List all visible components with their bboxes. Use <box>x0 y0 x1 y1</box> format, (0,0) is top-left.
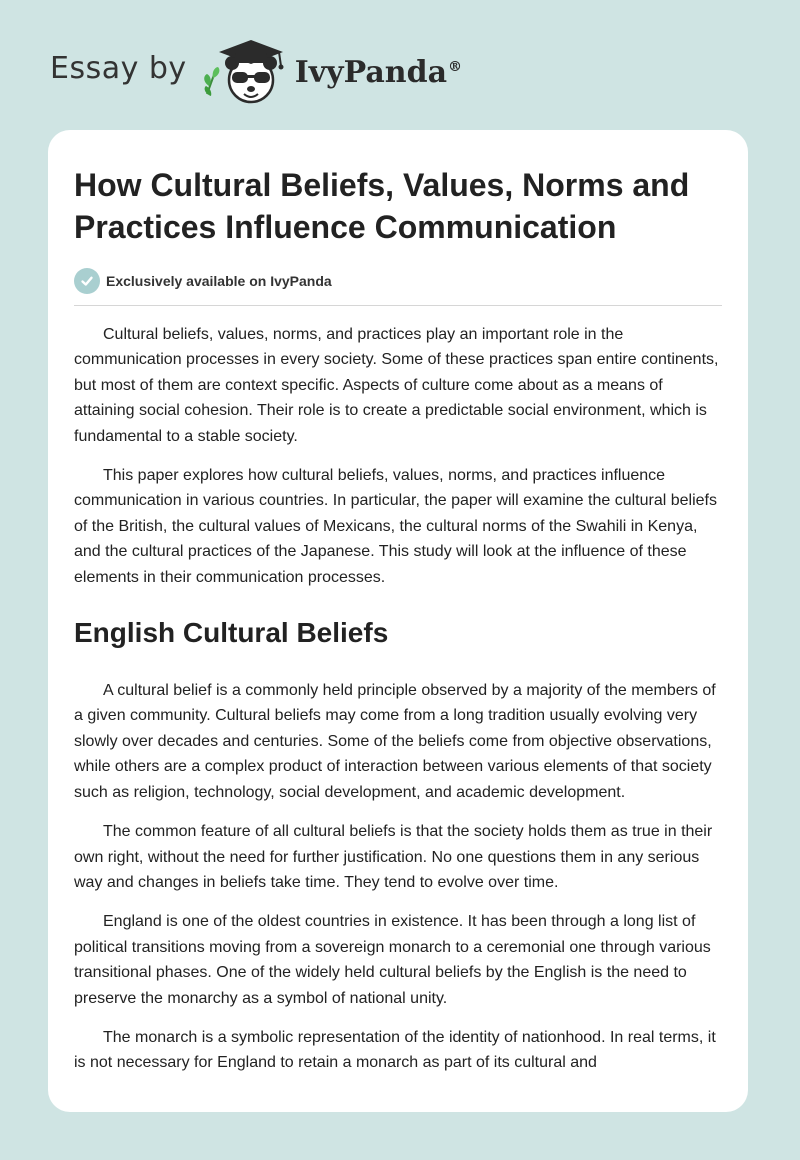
ivypanda-logo-icon <box>201 36 295 106</box>
essay-by-label: Essay by <box>50 50 187 86</box>
paragraph: Cultural beliefs, values, norms, and practices play an important role in the communication processes in every society. Some of these practices span entire continents, but most of them are context specific. Aspects of culture come about as a means of attaining social cohesion. Their role is to create a predictable social environment, which is fundamental to a stable society. <box>74 326 719 445</box>
paragraph: The monarch is a symbolic representation of the identity of nationhood. In real terms, it is not necessary for England to retain a monarch as part of its cultural and <box>74 1028 716 1072</box>
essay-title: How Cultural Beliefs, Values, Norms and Practices Influence Communication <box>74 167 690 245</box>
section-heading: English Cultural Beliefs <box>74 617 389 649</box>
check-icon <box>74 268 100 294</box>
divider <box>74 305 722 306</box>
paragraph: The common feature of all cultural beliefs is that the society holds them as true in their own right, without the need for further justification. No one questions them in any serious way and changes in beliefs take time. They tend to evolve over time. <box>74 823 713 891</box>
exclusive-badge-text: Exclusively available on IvyPanda <box>106 273 332 289</box>
paragraph: England is one of the oldest countries in existence. It has been through a long list of political transitions moving from a sovereign monarch to a ceremonial one through various transitional phases. One of the widely held cultural beliefs by the English is the need to preserve the monarchy as a symbol of national unity. <box>74 913 711 1007</box>
exclusive-badge <box>74 268 722 294</box>
brand-name: IvyPanda® <box>294 54 463 90</box>
essay-card <box>48 130 748 1112</box>
site-header <box>50 36 462 106</box>
paragraph: A cultural belief is a commonly held principle observed by a majority of the members of a given community. Cultural beliefs may come from a long tradition usually evolving very slowly over decades and centuries. Some of the beliefs come from objective observations, while others are a complex product of interaction between various elements of that society such as religion, technology, social development, and academic development. <box>74 682 716 801</box>
paragraph: This paper explores how cultural beliefs, values, norms, and practices influence communication in various countries. In particular, the paper will examine the cultural beliefs of the British, the cultural values of Mexicans, the cultural norms of the Swahili in Kenya, and the cultural practices of the Japanese. This study will look at the influence of these elements in their communication processes. <box>74 467 717 586</box>
